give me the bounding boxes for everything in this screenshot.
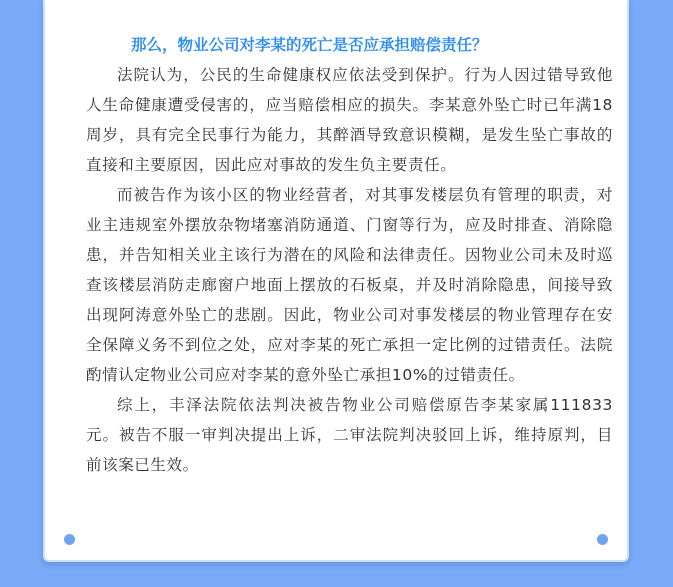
decorative-dot-right — [597, 534, 608, 545]
paragraph-judgment-summary: 综上，丰泽法院依法判决被告物业公司赔偿原告李某家属111833元。被告不服一审判决提出上诉，二审法院判决驳回上诉，维持原判，目前该案已生效。 — [86, 396, 613, 474]
article-heading: 那么，物业公司对李某的死亡是否应承担赔偿责任？ — [131, 36, 488, 54]
paragraph-property-liability: 而被告作为该小区的物业经营者，对其事发楼层负有管理的职责，对业主违规室外摆放杂物堵塞消防通道、门窗等行为，应及时排查、消除隐患，并告知相关业主该行为潜在的风险和法律责任。因物业公司未及时巡查该楼层消防走廊窗户地面上摆放的石板桌，并及时消除隐患，间接导致出现阿涛意外坠亡的悲剧。因此，物业公司对事发楼层的物业管理存在安全保障义务不到位之处，应对李某的死亡承担一定比例的过错责任。法院酌情认定物业公司应对李某的意外坠亡承担10%的过错责任。 — [86, 186, 613, 384]
article-content — [86, 30, 613, 480]
paragraph-court-opinion: 法院认为，公民的生命健康权应依法受到保护。行为人因过错导致他人生命健康遭受侵害的，应当赔偿相应的损失。李某意外坠亡时已年满18周岁，具有完全民事行为能力，其醉酒导致意识模糊，是发生坠亡事故的直接和主要原因，因此应对事故的发生负主要责任。 — [86, 66, 613, 174]
decorative-dot-left — [64, 534, 75, 545]
article-card — [43, 0, 629, 562]
